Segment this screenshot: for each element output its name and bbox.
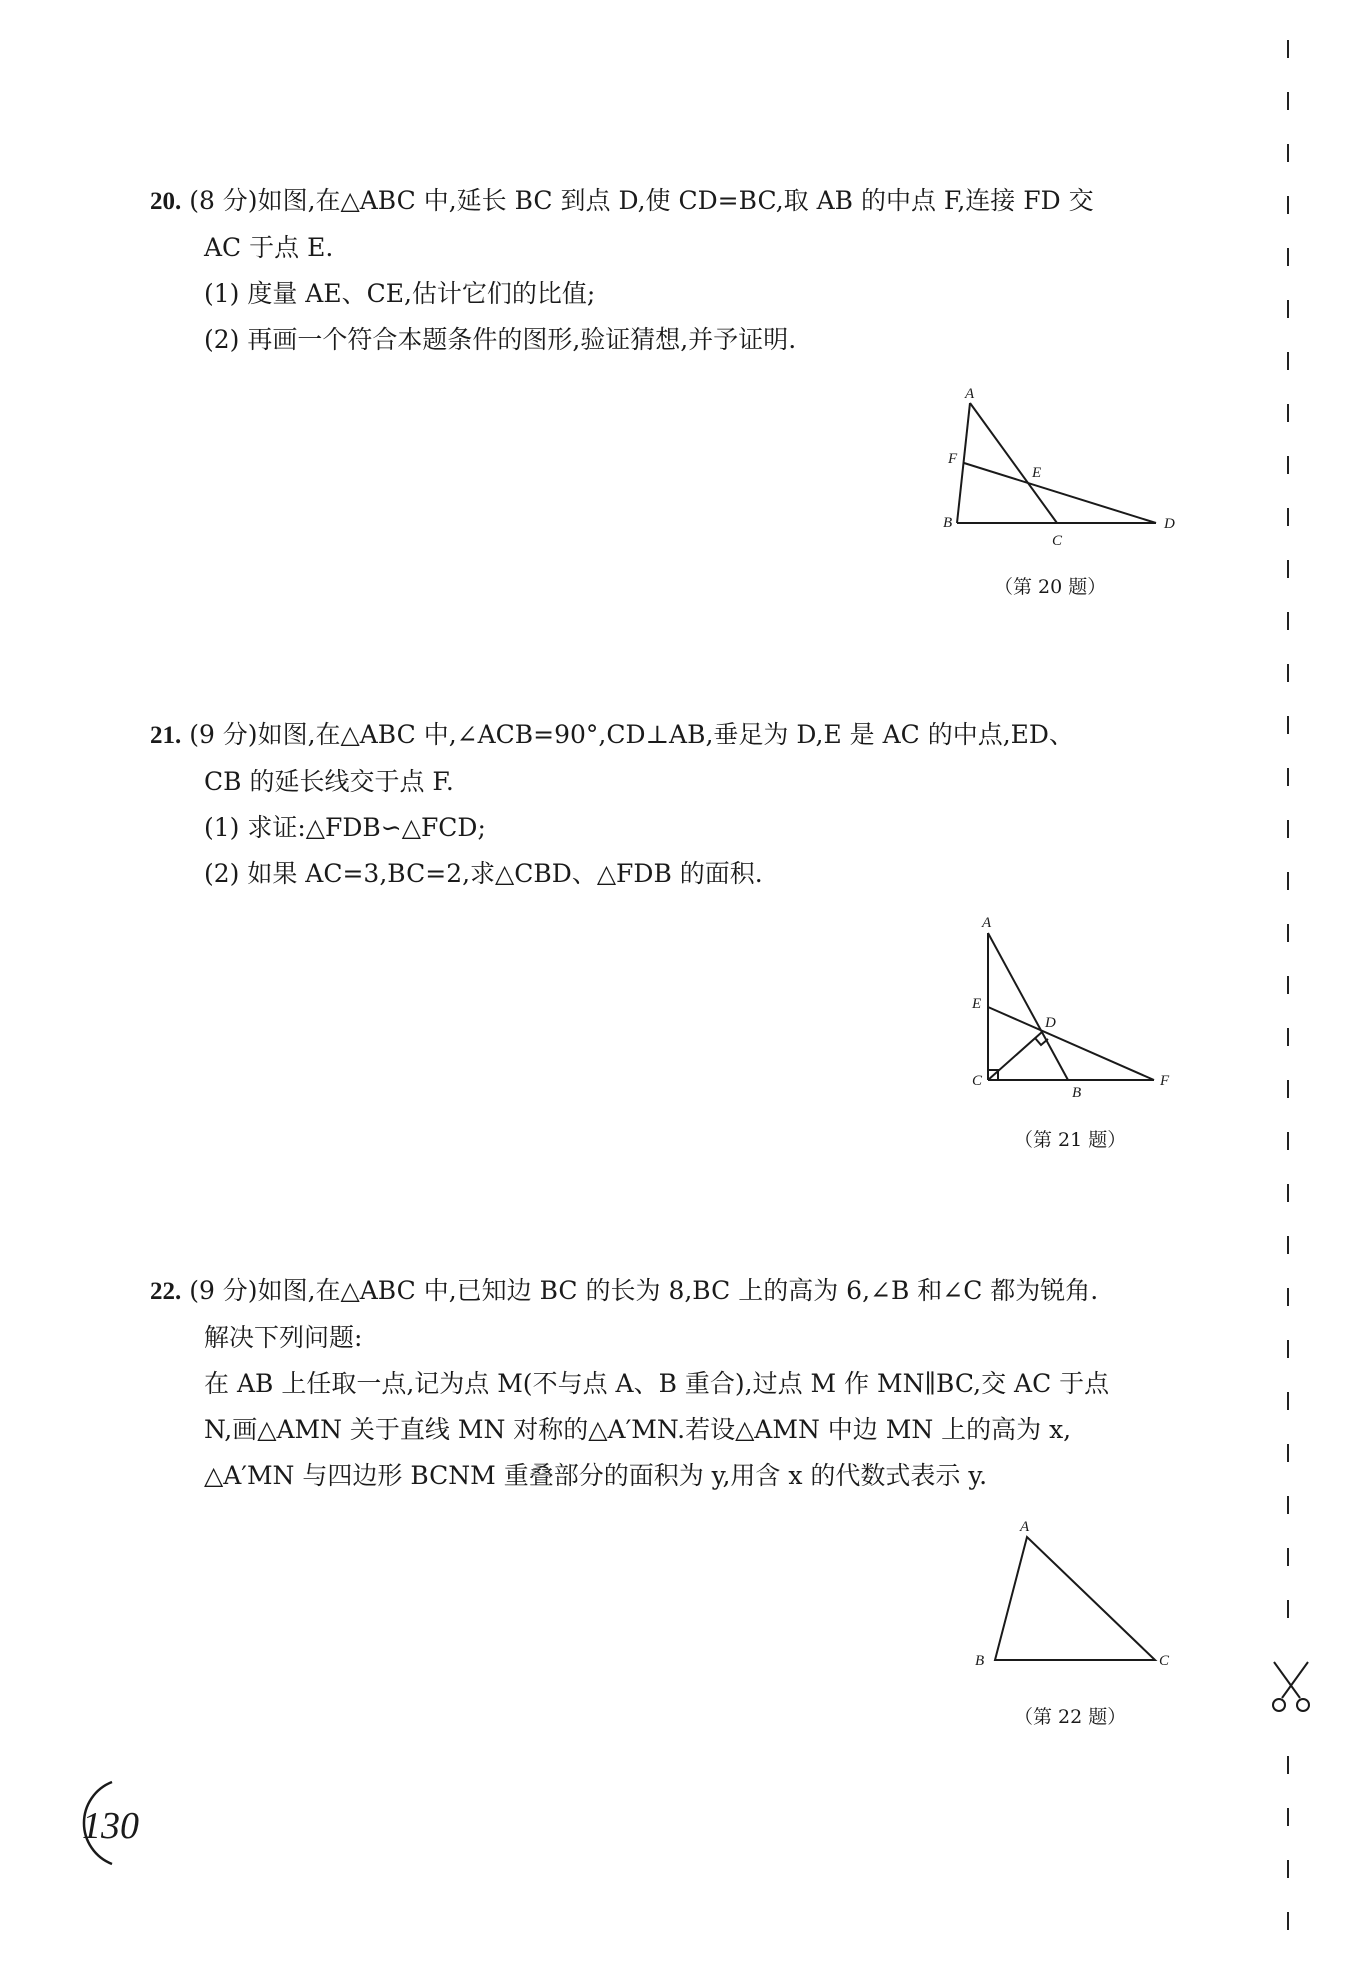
cut-line-dash — [1287, 352, 1289, 370]
segment-ac — [970, 403, 1057, 523]
problem-21 — [150, 712, 1210, 897]
cut-line-dash — [1287, 664, 1289, 682]
cut-line-dash — [1287, 248, 1289, 266]
cut-line-dash — [1287, 1496, 1289, 1514]
cut-line-dash — [1287, 508, 1289, 526]
cut-line-dash — [1287, 1600, 1289, 1618]
cut-line-dash — [1287, 768, 1289, 786]
cut-line-dash — [1287, 872, 1289, 890]
cut-line-dash — [1287, 560, 1289, 578]
segment-ef — [988, 1007, 1154, 1080]
cut-line-dash — [1287, 612, 1289, 630]
cut-line-dash — [1287, 40, 1289, 58]
label-e: E — [972, 996, 982, 1012]
problem-20-number: 20. — [150, 188, 182, 215]
label-b: B — [975, 1653, 985, 1669]
problem-21-number: 21. — [150, 722, 182, 749]
problem-21-part-1: (1) 求证:△FDB∽△FCD; — [204, 813, 486, 842]
label-c: C — [1052, 533, 1063, 549]
cut-line-dash — [1287, 976, 1289, 994]
scissors-icon — [1266, 1658, 1316, 1718]
cut-line-dash — [1287, 1548, 1289, 1566]
cut-line-dash — [1287, 1288, 1289, 1306]
label-c: C — [1159, 1653, 1170, 1669]
problem-21-line-2: CB 的延长线交于点 F. — [204, 767, 454, 796]
label-e: E — [1032, 465, 1042, 481]
cut-line-dash — [1287, 1340, 1289, 1358]
cut-line-dash — [1287, 716, 1289, 734]
label-a: A — [1020, 1519, 1030, 1535]
figure-20 — [935, 385, 1185, 549]
problem-20-text: (8 分)如图,在△ABC 中,延长 BC 到点 D,使 CD=BC,取 AB 的中点 F,连接 FD 交 — [189, 186, 1094, 215]
problem-22-line-3: 在 AB 上任取一点,记为点 M(不与点 A、B 重合),过点 M 作 MN∥BC,交 AC 于点 — [204, 1369, 1110, 1398]
problem-22-line-1 — [150, 1268, 1210, 1315]
problem-22-line-2: 解决下列问题: — [204, 1323, 363, 1352]
segment-ab — [988, 933, 1068, 1080]
label-a: A — [982, 915, 992, 931]
cut-line-dash — [1287, 1860, 1289, 1878]
problem-20-part-2: (2) 再画一个符合本题条件的图形,验证猜想,并予证明. — [204, 325, 797, 354]
label-d: D — [1164, 516, 1175, 532]
cut-line — [1287, 40, 1293, 1940]
label-d: D — [1045, 1015, 1056, 1031]
figure-21 — [960, 915, 1180, 1104]
cut-line-dash — [1287, 1756, 1289, 1774]
cut-line-dash — [1287, 1444, 1289, 1462]
label-f: F — [948, 451, 958, 467]
segment-ab — [957, 403, 970, 523]
label-b: B — [943, 515, 953, 531]
cut-line-dash — [1287, 1236, 1289, 1254]
cut-line-dash — [1287, 300, 1289, 318]
problem-20 — [150, 178, 1210, 363]
triangle-abc — [995, 1537, 1155, 1660]
problem-20-part-1: (1) 度量 AE、CE,估计它们的比值; — [204, 279, 596, 308]
cut-line-dash — [1287, 92, 1289, 110]
label-a: A — [965, 386, 975, 402]
cut-line-dash — [1287, 820, 1289, 838]
problem-21-line-1 — [150, 712, 1210, 759]
cut-line-dash — [1287, 1132, 1289, 1150]
cut-line-dash — [1287, 1080, 1289, 1098]
problem-21-text: (9 分)如图,在△ABC 中,∠ACB=90°,CD⊥AB,垂足为 D,E 是 AC 的中点,ED、 — [189, 720, 1074, 749]
figure-22 — [975, 1515, 1185, 1679]
page-number — [58, 1778, 148, 1868]
cut-line-dash — [1287, 924, 1289, 942]
cut-line-dash — [1287, 456, 1289, 474]
figure-21-caption: （第 21 题） — [1014, 1129, 1127, 1151]
problem-21-part-2: (2) 如果 AC=3,BC=2,求△CBD、△FDB 的面积. — [204, 859, 763, 888]
segment-fd — [964, 463, 1156, 523]
problem-22-text: (9 分)如图,在△ABC 中,已知边 BC 的长为 8,BC 上的高为 6,∠B 和∠C 都为锐角. — [189, 1276, 1099, 1305]
cut-line-dash — [1287, 1184, 1289, 1202]
label-f: F — [1160, 1073, 1170, 1089]
cut-line-dash — [1287, 1028, 1289, 1046]
segment-cd — [988, 1032, 1042, 1080]
cut-line-dash — [1287, 1808, 1289, 1826]
problem-20-line-1 — [150, 178, 1210, 225]
cut-line-dash — [1287, 1912, 1289, 1930]
cut-line-dash — [1287, 144, 1289, 162]
problem-20-line-2: AC 于点 E. — [204, 233, 334, 262]
problem-22 — [150, 1268, 1210, 1499]
page-number-text: 130 — [82, 1805, 139, 1847]
label-c: C — [972, 1073, 983, 1089]
figure-20-caption: （第 20 题） — [994, 576, 1107, 598]
cut-line-dash — [1287, 1392, 1289, 1410]
problem-22-number: 22. — [150, 1278, 182, 1305]
cut-line-dash — [1287, 196, 1289, 214]
label-b: B — [1072, 1085, 1082, 1101]
problem-22-line-5: △A′MN 与四边形 BCNM 重叠部分的面积为 y,用含 x 的代数式表示 y. — [204, 1461, 988, 1490]
figure-22-caption: （第 22 题） — [1014, 1706, 1127, 1728]
cut-line-dash — [1287, 404, 1289, 422]
problem-22-line-4: N,画△AMN 关于直线 MN 对称的△A′MN.若设△AMN 中边 MN 上的高为 x, — [204, 1415, 1072, 1444]
